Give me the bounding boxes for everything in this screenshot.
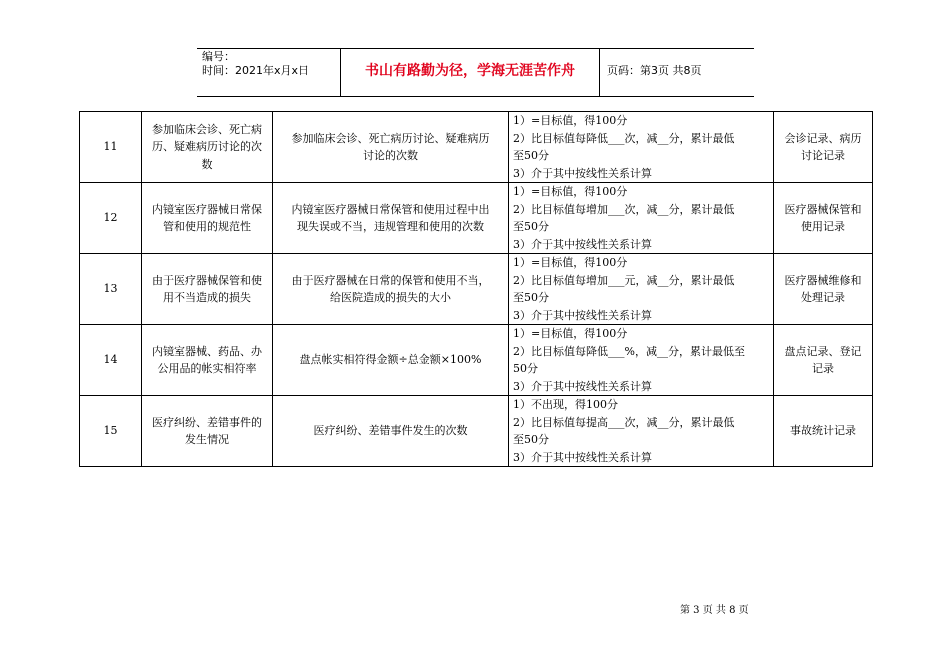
name-line: 医疗纠纷、差错事件的 bbox=[152, 415, 262, 429]
desc-line: 现失误或不当，违规管理和使用的次数 bbox=[297, 220, 484, 233]
score-line: 1）=目标值，得100分 bbox=[513, 256, 628, 269]
name-line: 数 bbox=[201, 157, 213, 171]
name-line: 参加临床会诊、死亡病 bbox=[152, 122, 262, 136]
header-code-label: 编号： bbox=[202, 50, 235, 63]
scoring-rule bbox=[509, 183, 774, 254]
header-motto: 书山有路勤为径，学海无涯苦作舟 bbox=[365, 63, 575, 79]
row-number: 14 bbox=[80, 325, 142, 396]
score-line: 1）=目标值，得100分 bbox=[513, 185, 628, 198]
name-line: 发生情况 bbox=[185, 433, 229, 446]
score-line: 1）=目标值，得100分 bbox=[513, 327, 628, 340]
score-line: 至50分 bbox=[513, 291, 549, 304]
header-divider-right bbox=[599, 48, 600, 96]
desc-line: 参加临床会诊、死亡病历讨论、疑难病历 bbox=[291, 131, 490, 145]
indicator-name bbox=[142, 112, 273, 183]
header-top-rule bbox=[197, 48, 754, 49]
source-line: 盘点记录、登记 bbox=[784, 344, 862, 358]
score-line: 3）介于其中按线性关系计算 bbox=[513, 308, 652, 322]
row-number: 11 bbox=[80, 112, 142, 183]
source-line: 会诊记录、病历 bbox=[784, 131, 862, 145]
name-line: 由于医疗器械保管和使 bbox=[152, 273, 262, 287]
data-source bbox=[774, 325, 873, 396]
desc-line: 盘点帐实相符得金额÷总金额×100% bbox=[299, 353, 482, 367]
score-line: 1）=目标值，得100分 bbox=[513, 114, 628, 127]
desc-line: 医疗纠纷、差错事件发生的次数 bbox=[313, 424, 468, 438]
row-number: 15 bbox=[80, 396, 142, 467]
source-line: 使用记录 bbox=[801, 220, 845, 233]
source-line: 记录 bbox=[812, 362, 834, 375]
score-line: 50分 bbox=[513, 362, 538, 375]
score-line: 至50分 bbox=[513, 220, 549, 233]
header-page-label: 页码：第3页 共8页 bbox=[607, 64, 702, 77]
name-line: 管和使用的规范性 bbox=[163, 220, 251, 233]
scoring-rule bbox=[509, 396, 774, 467]
header-time-label: 时间：2021年x月x日 bbox=[202, 64, 310, 77]
table-row bbox=[80, 325, 873, 396]
score-line: 2）比目标值每降低___次，减__分，累计最低 bbox=[513, 131, 735, 145]
name-line: 用不当造成的损失 bbox=[163, 291, 251, 304]
indicator-definition bbox=[273, 325, 509, 396]
score-line: 至50分 bbox=[513, 149, 549, 162]
indicator-table bbox=[79, 111, 873, 467]
table-row bbox=[80, 254, 873, 325]
desc-line: 给医院造成的损失的大小 bbox=[330, 291, 451, 304]
data-source bbox=[774, 254, 873, 325]
indicator-definition bbox=[273, 112, 509, 183]
source-line: 处理记录 bbox=[801, 291, 845, 304]
score-line: 3）介于其中按线性关系计算 bbox=[513, 166, 652, 180]
scoring-rule bbox=[509, 112, 774, 183]
source-line: 医疗器械维修和 bbox=[784, 273, 862, 287]
scoring-rule bbox=[509, 325, 774, 396]
data-source bbox=[774, 183, 873, 254]
indicator-name bbox=[142, 396, 273, 467]
table-row bbox=[80, 112, 873, 183]
score-line: 3）介于其中按线性关系计算 bbox=[513, 379, 652, 393]
page-footer: 第 3 页 共 8 页 bbox=[680, 605, 749, 616]
source-line: 医疗器械保管和 bbox=[784, 202, 862, 216]
name-line: 内镜室医疗器械日常保 bbox=[152, 202, 262, 216]
indicator-name bbox=[142, 325, 273, 396]
desc-line: 讨论的次数 bbox=[363, 149, 418, 162]
score-line: 2）比目标值每增加___次，减__分，累计最低 bbox=[513, 202, 735, 216]
score-line: 2）比目标值每提高___次，减__分，累计最低 bbox=[513, 415, 735, 429]
header-bottom-rule bbox=[197, 96, 754, 97]
scoring-rule bbox=[509, 254, 774, 325]
source-line: 讨论记录 bbox=[801, 149, 845, 162]
score-line: 1）不出现，得100分 bbox=[513, 398, 618, 411]
name-line: 内镜室器械、药品、办 bbox=[152, 344, 262, 358]
row-number: 12 bbox=[80, 183, 142, 254]
table-row bbox=[80, 183, 873, 254]
desc-line: 由于医疗器械在日常的保管和使用不当， bbox=[291, 273, 490, 287]
source-line: 事故统计记录 bbox=[790, 424, 856, 438]
data-source bbox=[774, 396, 873, 467]
indicator-name bbox=[142, 254, 273, 325]
indicator-name bbox=[142, 183, 273, 254]
score-line: 3）介于其中按线性关系计算 bbox=[513, 237, 652, 251]
table-row bbox=[80, 396, 873, 467]
indicator-definition bbox=[273, 183, 509, 254]
data-source bbox=[774, 112, 873, 183]
row-number: 13 bbox=[80, 254, 142, 325]
score-line: 至50分 bbox=[513, 433, 549, 446]
score-line: 2）比目标值每增加___元，减__分，累计最低 bbox=[513, 273, 735, 287]
name-line: 公用品的帐实相符率 bbox=[157, 362, 257, 375]
score-line: 3）介于其中按线性关系计算 bbox=[513, 450, 652, 464]
indicator-definition bbox=[273, 254, 509, 325]
name-line: 历、疑难病历讨论的次 bbox=[152, 140, 262, 154]
score-line: 2）比目标值每降低___%，减__分，累计最低至 bbox=[513, 344, 745, 358]
indicator-definition bbox=[273, 396, 509, 467]
desc-line: 内镜室医疗器械日常保管和使用过程中出 bbox=[291, 202, 490, 216]
